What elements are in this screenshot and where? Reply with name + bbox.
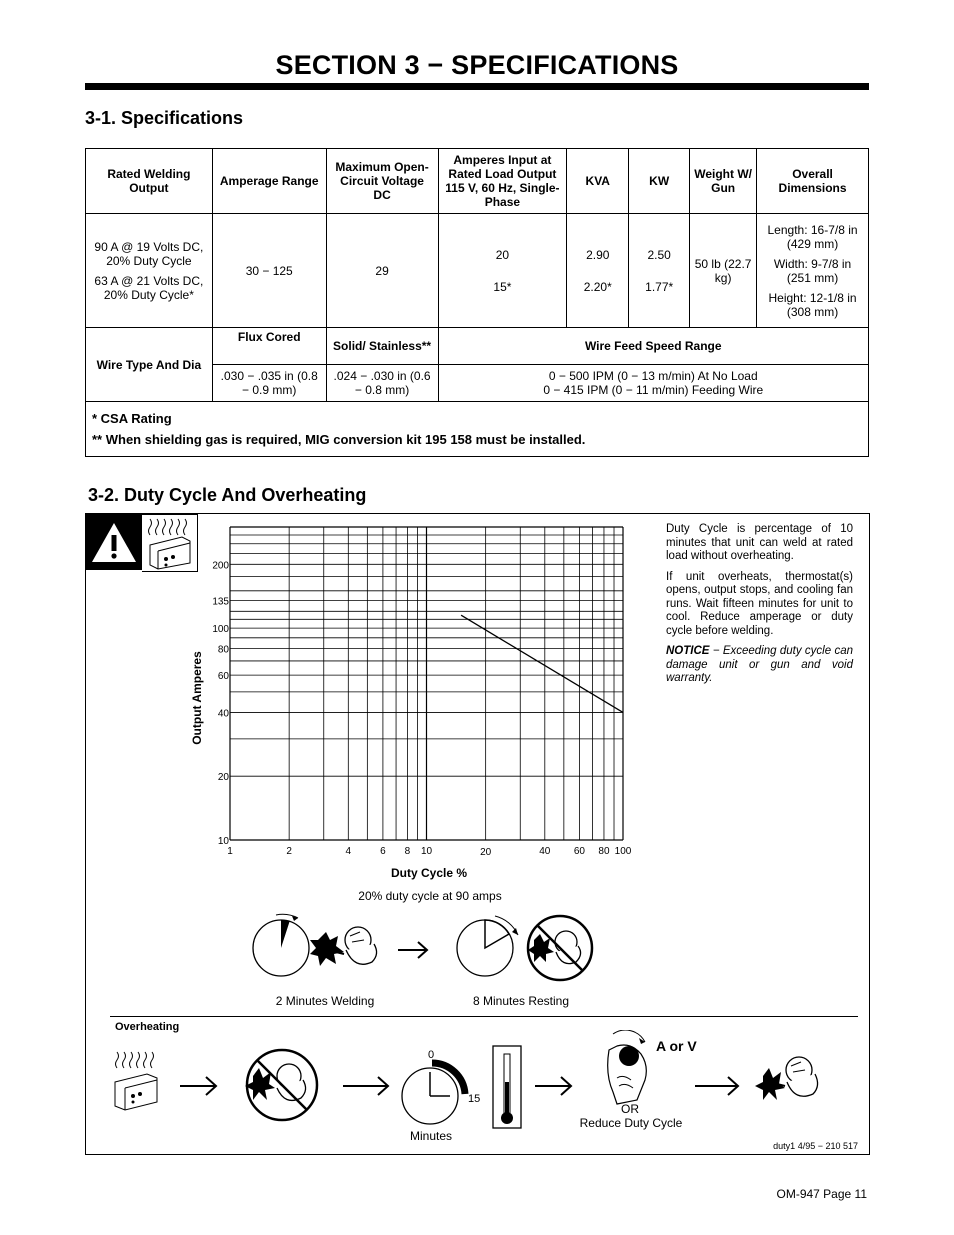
timer-icon [402,1063,465,1124]
header-dimensions: Overall Dimensions [757,149,869,214]
timer-fifteen-label: 15 [468,1093,481,1105]
a-or-v-label: A or V [656,1038,697,1054]
overheating-sequence [105,1030,845,1140]
cell-kva [567,214,629,328]
wfs-feeding: 0 − 415 IPM (0 − 11 m/min) Feeding Wire [543,383,764,397]
x-tick-label: 60 [573,846,585,857]
cell-amps-input [438,214,567,328]
cell-rated-output [86,214,213,328]
note-csa: * CSA Rating [92,411,172,426]
x-tick-label: 80 [598,846,610,857]
x-axis-label: Duty Cycle % [390,866,468,880]
header-weight: Weight W/ Gun [690,149,757,214]
adjust-knob-icon [608,1030,647,1104]
wfs-no-load: 0 − 500 IPM (0 − 13 m/min) At No Load [548,369,758,383]
dimension-height: Height: 12-1/8 in (308 mm) [768,290,857,319]
minutes-caption: Minutes [409,1129,453,1143]
resting-caption: 8 Minutes Resting [472,994,570,1008]
reduce-duty-caption: Reduce Duty Cycle [579,1116,683,1130]
cell-amperage-range: 30 − 125 [212,214,326,328]
kva-1: 2.90 [586,247,610,262]
notice-paragraph [666,645,853,686]
y-tick-label: 20 [217,772,229,784]
page-footer: OM-947 Page 11 [776,1187,867,1201]
header-amps-input: Amperes Input at Rated Load Output 115 V, 60 Hz, Single-Phase [438,149,567,214]
hot-unit-icon-2 [115,1052,157,1110]
header-rated-output: Rated Welding Output [86,149,213,214]
rated-output-2: 63 A @ 21 Volts DC, 20% Duty Cycle* [94,273,204,302]
x-tick-label: 10 [420,846,433,857]
kw-1: 2.50 [647,247,671,262]
section-title: SECTION 3 − SPECIFICATIONS [275,50,679,80]
arrow-right-icon [343,1077,388,1095]
arrow-right-icon [180,1077,216,1095]
overheating-label: Overheating [115,1021,180,1033]
arrow-right-icon [398,942,427,958]
x-tick-label: 8 [404,846,411,857]
y-tick-label: 100 [212,624,229,636]
y-tick-label: 200 [212,560,229,572]
overheat-explanation: If unit overheats, thermostat(s) opens, output stops, and cooling fan runs. Wait fifteen minutes for unit to cool. Reduce amperage or duty cycle before welding. [666,570,853,637]
table-notes [86,402,869,457]
thermometer-icon [493,1046,521,1128]
flux-cored-header: Flux Cored [212,328,326,365]
duty-definition: Duty Cycle is percentage of 10 minutes that unit can weld at rated load without overheating. [666,523,853,562]
overheating-divider [110,1016,858,1017]
clock-welding-icon [253,914,309,976]
header-kva: KVA [567,149,629,214]
kva-2: 2.20* [583,279,612,294]
dimension-width: Width: 9-7/8 in (251 mm) [773,256,852,285]
y-axis-label: Output Amperes [190,651,204,745]
welding-caption: 2 Minutes Welding [275,994,375,1008]
title-rule [85,83,869,90]
y-tick-label: 135 [212,596,229,608]
y-tick-label: 60 [217,671,229,683]
wire-type-label: Wire Type And Dia [86,328,213,402]
arrow-right-icon [535,1077,571,1095]
x-tick-label: 2 [286,846,292,857]
y-tick-label: 80 [217,644,229,656]
wfs-header: Wire Feed Speed Range [438,328,868,365]
x-tick-label: 6 [380,846,386,857]
timer-zero-label: 0 [428,1049,435,1061]
warning-block [86,514,142,570]
kw-2: 1.77* [645,279,674,294]
chart-grid [230,527,623,840]
duty-example-caption: 20% duty cycle at 90 amps [358,889,502,903]
amps-input-1: 20 [495,247,510,262]
x-tick-label: 4 [345,846,352,857]
rated-output-1: 90 A @ 19 Volts DC, 20% Duty Cycle [94,239,204,268]
chart-ticks [212,560,631,858]
header-amperage-range: Amperage Range [212,149,326,214]
warning-icon [86,514,142,570]
no-welding-icon [528,916,592,980]
doc-code: duty1 4/95 − 210 517 [773,1141,858,1151]
duty-cycle-description [666,523,853,693]
spec-table [85,148,869,457]
header-kw: KW [629,149,690,214]
duty-cycle-illustration [240,910,620,990]
arrow-right-icon [695,1077,738,1095]
amps-input-2: 15* [493,279,512,294]
solid-size: .024 − .030 in (0.6 − 0.8 mm) [326,365,438,402]
wfs-values [438,365,868,402]
notice-text: − Exceeding duty cycle can damage unit or gun and void warranty. [666,645,853,684]
clock-resting-icon [457,916,518,976]
spec-heading: 3-1. Specifications [85,108,244,128]
welder-welding-icon [310,927,377,966]
cell-max-ocv: 29 [326,214,438,328]
x-tick-label: 20 [480,847,492,858]
cell-kw [629,214,690,328]
note-mig-kit: ** When shielding gas is required, MIG conversion kit 195 158 must be installed. [92,432,586,447]
duty-cycle-chart [180,520,650,885]
x-tick-label: 1 [227,846,233,857]
solid-header: Solid/ Stainless** [326,328,438,365]
x-tick-label: 100 [614,846,632,857]
cell-dimensions [757,214,869,328]
welder-welding-icon [755,1057,818,1100]
notice-label: NOTICE [666,645,710,657]
x-tick-label: 40 [539,846,551,857]
flux-size: .030 − .035 in (0.8 − 0.9 mm) [212,365,326,402]
header-max-ocv: Maximum Open-Circuit Voltage DC [326,149,438,214]
no-welding-icon [245,1050,317,1120]
y-tick-label: 40 [217,708,229,720]
dimension-length: Length: 16-7/8 in (429 mm) [767,222,858,251]
cell-weight: 50 lb (22.7 kg) [690,214,757,328]
or-label: OR [621,1102,639,1116]
duty-heading: 3-2. Duty Cycle And Overheating [88,485,367,505]
y-tick-label: 10 [217,836,229,847]
